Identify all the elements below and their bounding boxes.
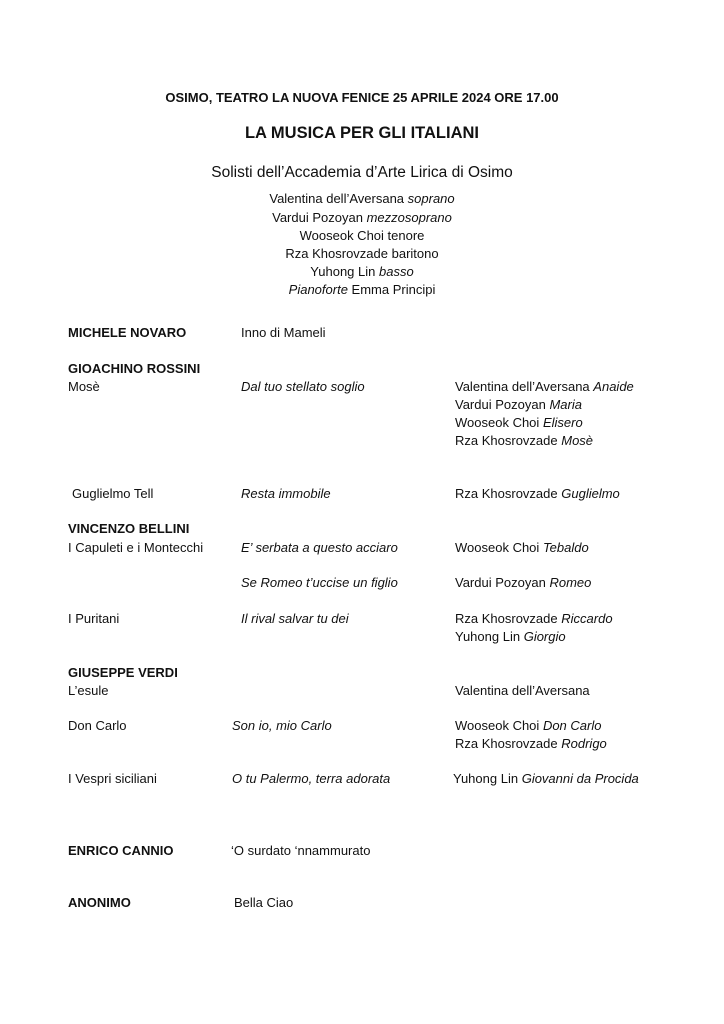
cast-role: Mosè [561,433,594,448]
cast-singer: Valentina dell’Aversana [455,683,590,698]
performer-role: basso [379,264,414,279]
piece-inno-di-mameli: Inno di Mameli [241,325,326,340]
cast-singer: Vardui Pozoyan [455,397,546,412]
cast-line [455,397,582,412]
cast-singer: Rza Khosrovzade [455,736,558,751]
cast-role: Don Carlo [542,718,602,733]
concert-title: LA MUSICA PER GLI ITALIANI [244,124,480,142]
opera-capuleti-montecchi: I Capuleti e i Montecchi [68,540,204,555]
cast-line [455,540,589,555]
piece-bella-ciao: Bella Ciao [234,895,294,910]
composer-cannio: ENRICO CANNIO [68,843,174,858]
performer-line [0,208,724,227]
piece-o-surdato: ‘O surdato ‘nnammurato [231,843,371,858]
cast-role: Giorgio [523,629,566,644]
opera-guglielmo-tell: Guglielmo Tell [72,486,154,501]
cast-singer: Rza Khosrovzade [455,611,558,626]
cast-singer: Wooseok Choi [455,540,540,555]
cast-role: Riccardo [561,611,613,626]
pianist-line [0,280,724,299]
pianist-name: Emma Principi [351,282,436,297]
composer-rossini: GIOACHINO ROSSINI [68,361,201,376]
cast-role: Giovanni da Procida [521,771,639,786]
cast-line [453,771,639,786]
cast-role: Maria [549,397,582,412]
opera-i-vespri-siciliani: I Vespri siciliani [68,771,157,786]
cast-line [455,415,583,430]
performer-name: Rza Khosrovzade baritono [285,246,439,261]
performer-role: soprano [407,191,455,206]
performer-line [0,262,724,281]
cast-line [455,683,590,698]
performer-role: mezzosoprano [366,210,452,225]
pianist-label: Pianoforte [288,282,348,297]
cast-line [455,611,613,626]
opera-don-carlo: Don Carlo [68,718,127,733]
composer-novaro: MICHELE NOVARO [68,325,187,340]
aria-il-rival: Il rival salvar tu dei [241,611,349,626]
performer-line [0,226,724,245]
cast-role: Tebaldo [542,540,589,555]
cast-line [455,486,620,501]
cast-role: Elisero [542,415,583,430]
cast-role: Anaide [593,379,634,394]
opera-mose: Mosè [68,379,100,394]
aria-resta-immobile: Resta immobile [241,486,331,501]
aria-dal-tuo-stellato-soglio: Dal tuo stellato soglio [241,379,365,394]
cast-role: Rodrigo [561,736,607,751]
cast-role: Guglielmo [561,486,620,501]
cast-singer: Yuhong Lin [453,771,519,786]
cast-line [455,629,566,644]
cast-singer: Valentina dell’Aversana [455,379,590,394]
cast-singer: Vardui Pozoyan [455,575,546,590]
cast-line [455,379,634,394]
cast-singer: Rza Khosrovzade [455,486,558,501]
performer-name: Wooseok Choi tenore [299,228,425,243]
cast-singer: Wooseok Choi [455,415,540,430]
cast-line [455,736,607,751]
aria-son-io-mio-carlo: Son io, mio Carlo [232,718,332,733]
opera-i-puritani: I Puritani [68,611,120,626]
aria-o-tu-palermo: O tu Palermo, terra adorata [232,771,391,786]
opera-l-esule: L’esule [68,683,109,698]
performer-line [0,189,724,208]
cast-singer: Rza Khosrovzade [455,433,558,448]
cast-role: Romeo [549,575,592,590]
performer-name: Vardui Pozoyan [272,210,363,225]
performer-name: Yuhong Lin [310,264,376,279]
cast-line [455,575,591,590]
aria-e-serbata: E’ serbata a questo acciaro [241,540,398,555]
composer-bellini: VINCENZO BELLINI [68,521,190,536]
composer-verdi: GIUSEPPE VERDI [68,665,178,680]
cast-singer: Wooseok Choi [455,718,540,733]
composer-anonimo: ANONIMO [68,895,131,910]
cast-line [455,718,601,733]
cast-singer: Yuhong Lin [455,629,521,644]
aria-se-romeo: Se Romeo t’uccise un figlio [241,575,398,590]
performer-name: Valentina dell’Aversana [269,191,405,206]
concert-subtitle: Solisti dell’Accademia d’Arte Lirica di Osimo [211,164,513,181]
performer-line [0,244,724,263]
concert-date-line: OSIMO, TEATRO LA NUOVA FENICE 25 APRILE 2024 ORE 17.00 [165,90,559,105]
cast-line [455,433,593,448]
